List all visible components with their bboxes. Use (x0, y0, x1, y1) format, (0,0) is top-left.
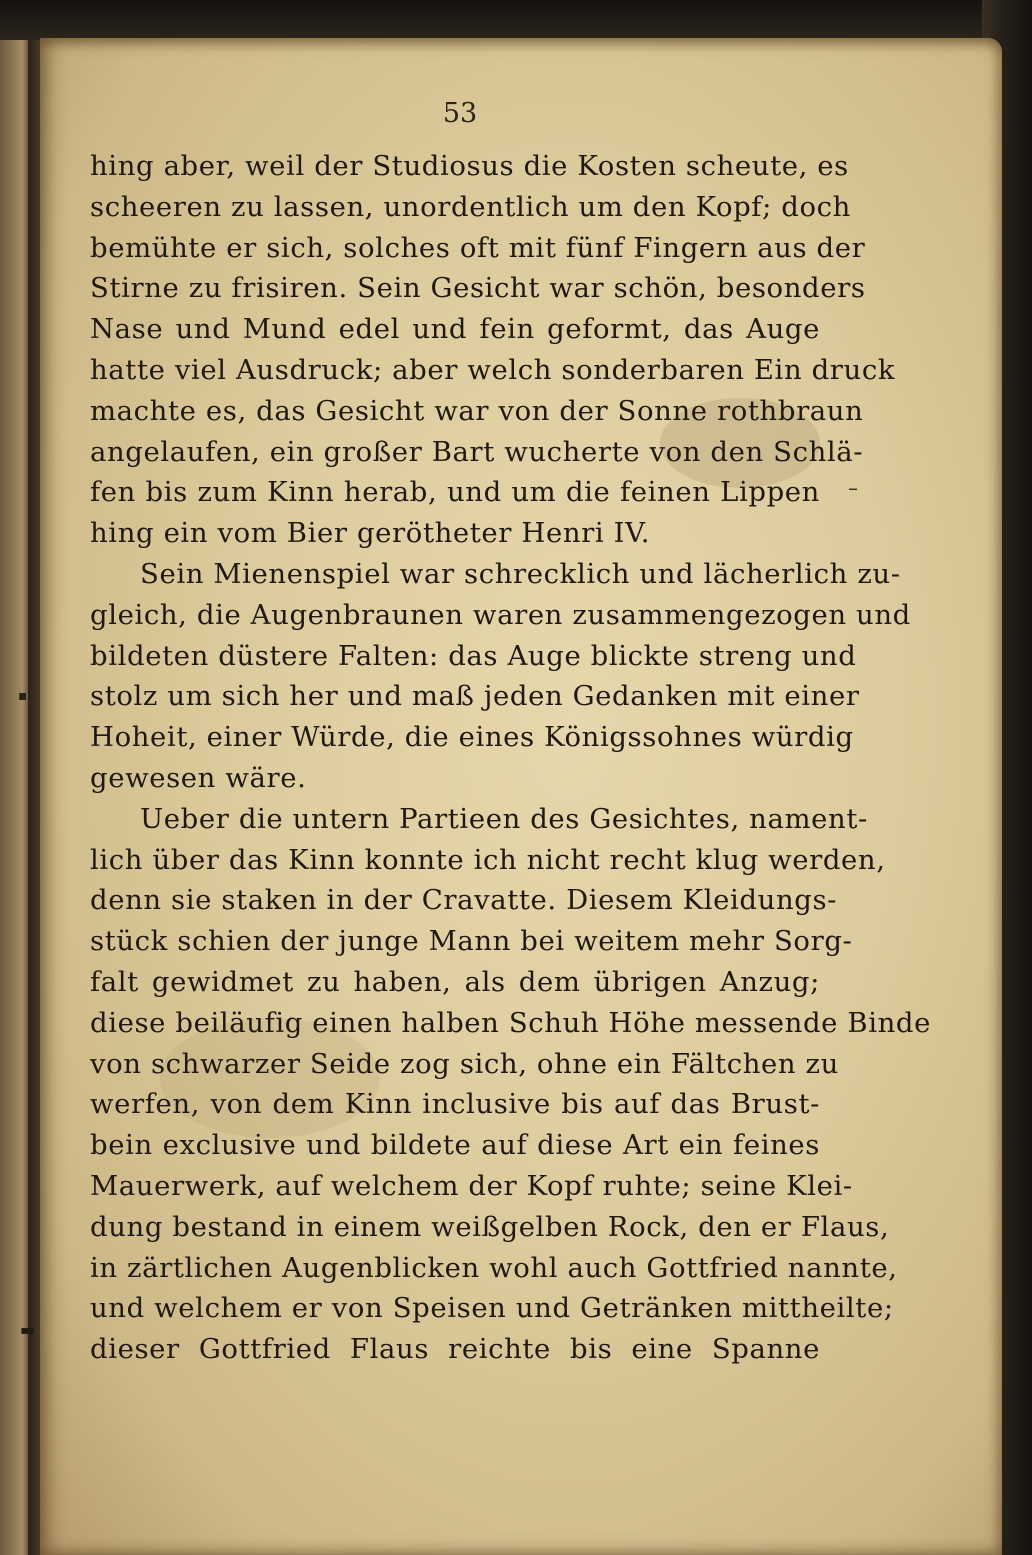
text-line: und welchem er von Speisen und Getränken mittheilte; (90, 1292, 894, 1325)
gutter-mark: ▬ (20, 1320, 36, 1339)
text-line: dieser Gottfried Flaus reichte bis eine Spanne (90, 1333, 820, 1366)
text-line: gleich, die Augenbraunen waren zusammengezogen und (90, 598, 911, 631)
text-line: gewesen wäre. (90, 761, 307, 794)
text-line: fen bis zum Kinn herab, und um die feinen Lippen (90, 476, 820, 509)
text-line: denn sie staken in der Cravatte. Diesem Kleidungs- (90, 884, 838, 917)
text-line: bildeten düstere Falten: das Auge blickte streng und (90, 639, 857, 672)
text-line: Nase und Mund edel und fein geformt, das Auge (90, 313, 820, 346)
text-line: hing aber, weil der Studiosus die Kosten scheute, es (90, 150, 849, 182)
text-line: Stirne zu frisiren. Sein Gesicht war schön, besonders (90, 272, 866, 305)
text-line: stück schien der junge Mann bei weitem mehr Sorg- (90, 925, 853, 958)
text-line: Mauerwerk, auf welchem der Kopf ruhte; seine Klei- (90, 1169, 853, 1202)
margin-dash-mark: – (848, 476, 858, 500)
book-page (40, 38, 1002, 1555)
text-line: in zärtlichen Augenblicken wohl auch Gottfried nannte, (90, 1251, 898, 1284)
page-number: 53 (442, 98, 478, 129)
text-line: bemühte er sich, solches oft mit fünf Fingern aus der (90, 231, 866, 264)
text-line: bein exclusive und bildete auf diese Art ein feines (90, 1129, 820, 1162)
text-line: von schwarzer Seide zog sich, ohne ein Fältchen zu (90, 1047, 839, 1080)
body-text (90, 146, 931, 1370)
gutter-mark: ▪ (18, 688, 28, 704)
text-line: lich über das Kinn konnte ich nicht recht klug werden, (90, 843, 886, 876)
text-line: falt gewidmet zu haben, als dem übrigen Anzug; (90, 965, 820, 998)
text-line: werfen, von dem Kinn inclusive bis auf das Brust- (90, 1088, 820, 1121)
text-line: Ueber die untern Partieen des Gesichtes, nament- (140, 802, 868, 835)
text-line: machte es, das Gesicht war von der Sonne rothbraun (90, 394, 864, 427)
text-line: hatte viel Ausdruck; aber welch sonderbaren Ein druck (90, 353, 896, 386)
text-line: hing ein vom Bier gerötheter Henri IV. (90, 517, 651, 550)
text-line: Hoheit, einer Würde, die eines Königssohnes würdig (90, 721, 854, 754)
text-line: scheeren zu lassen, unordentlich um den Kopf; doch (90, 190, 851, 223)
text-line: stolz um sich her und maß jeden Gedanken mit einer (90, 680, 860, 713)
text-line: dung bestand in einem weißgelben Rock, den er Flaus, (90, 1210, 890, 1243)
text-line: angelaufen, ein großer Bart wucherte von den Schlä- (90, 435, 864, 468)
text-line: diese beiläufig einen halben Schuh Höhe messende Binde (90, 1006, 931, 1039)
text-line: Sein Mienenspiel war schrecklich und lächerlich zu- (140, 557, 901, 590)
